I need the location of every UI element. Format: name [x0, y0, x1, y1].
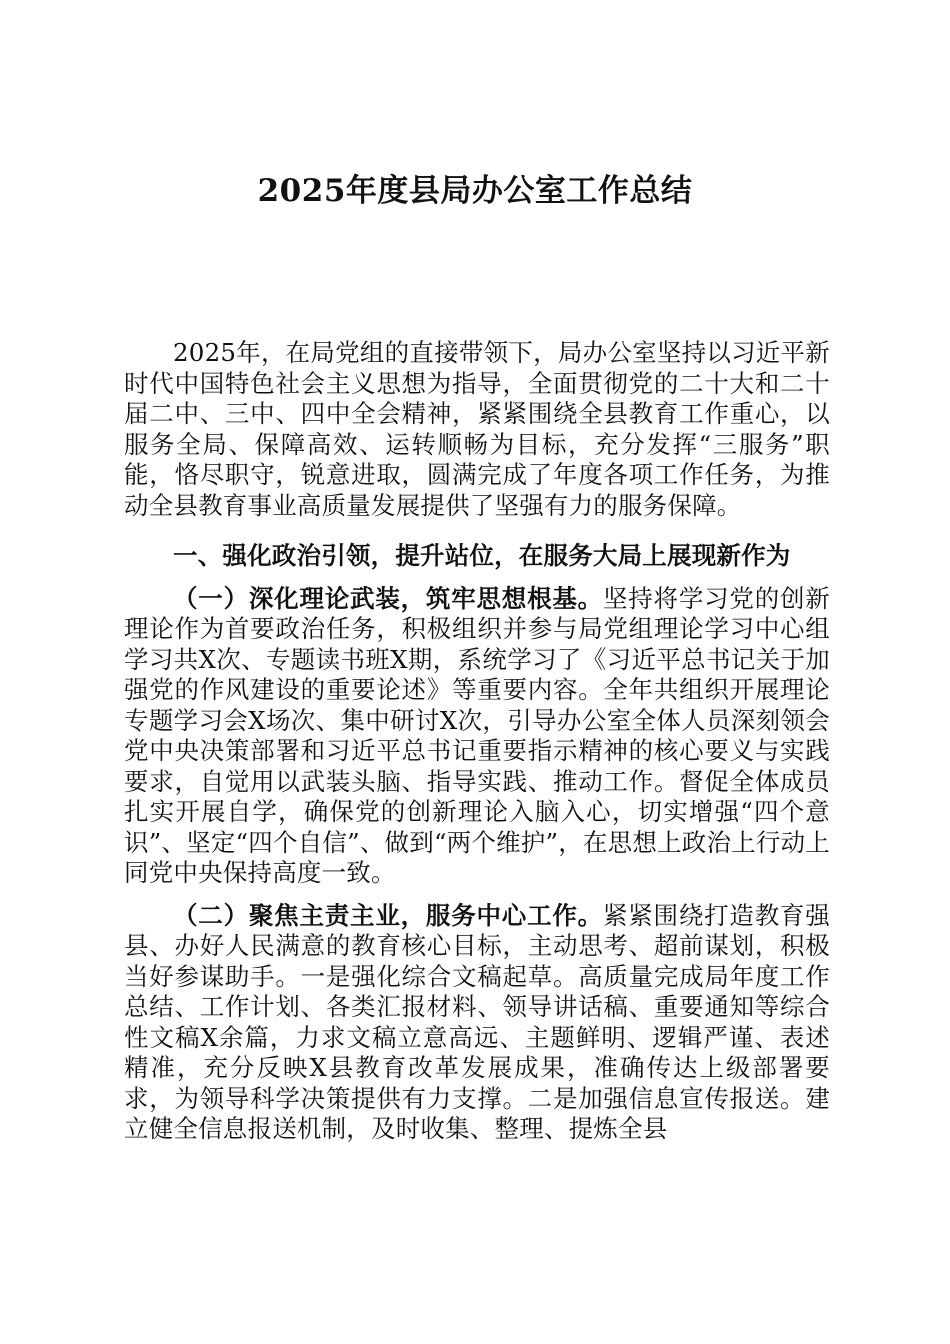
subsection-paragraph-1	[124, 584, 830, 889]
spacer	[124, 889, 830, 901]
document-title: 2025年度县局办公室工作总结	[257, 173, 693, 209]
subsection-lead-2: （二）聚焦主责主业，服务中心工作。	[173, 900, 603, 930]
spacer	[124, 521, 830, 541]
subsection-body-2: 紧紧围绕打造教育强县、办好人民满意的教育核心目标，主动思考、超前谋划，积极当好参谋助手。一是强化综合文稿起草。高质量完成局年度工作总结、工作计划、各类汇报材料、领导讲话稿、重要通知等综合性文稿X余篇，力求文稿立意高远、主题鲜明、逻辑严谨、表述精准，充分反映X县教育改革发展成果，准确传达上级部署要求，为领导科学决策提供有力支撑。二是加强信息宣传报送。建立健全信息报送机制，及时收集、整理、提炼全县	[124, 900, 830, 1143]
subsection-body-1: 坚持将学习党的创新理论作为首要政治任务，积极组织并参与局党组理论学习中心组学习共X次、专题读书班X期，系统学习了《习近平总书记关于加强党的作风建设的重要论述》等重要内容。全年共组织开展理论专题学习会X场次、集中研讨X次，引导办公室全体人员深刻领会党中央决策部署和习近平总书记重要指示精神的核心要义与实践要求，自觉用以武装头脑、指导实践、推动工作。督促全体成员扎实开展自学，确保党的创新理论入脑入心，切实增强“四个意识”、坚定“四个自信”、做到“两个维护”，在思想上政治上行动上同党中央保持高度一致。	[124, 583, 830, 887]
subsection-paragraph-2	[124, 901, 830, 1145]
intro-paragraph: 2025年，在局党组的直接带领下，局办公室坚持以习近平新时代中国特色社会主义思想为指导，全面贯彻党的二十大和二十届二中、三中、四中全会精神，紧紧围绕全县教育工作重心，以服务全局、保障高效、运转顺畅为目标，充分发挥“三服务”职能，恪尽职守，锐意进取，圆满完成了年度各项工作任务，为推动全县教育事业高质量发展提供了坚强有力的服务保障。	[124, 338, 830, 520]
document-body	[124, 338, 830, 1145]
subsection-lead-1: （一）深化理论武装，筑牢思想根基。	[173, 583, 603, 613]
spacer	[124, 572, 830, 584]
section-heading-1: 一、强化政治引领，提升站位，在服务大局上展现新作为	[173, 541, 791, 570]
